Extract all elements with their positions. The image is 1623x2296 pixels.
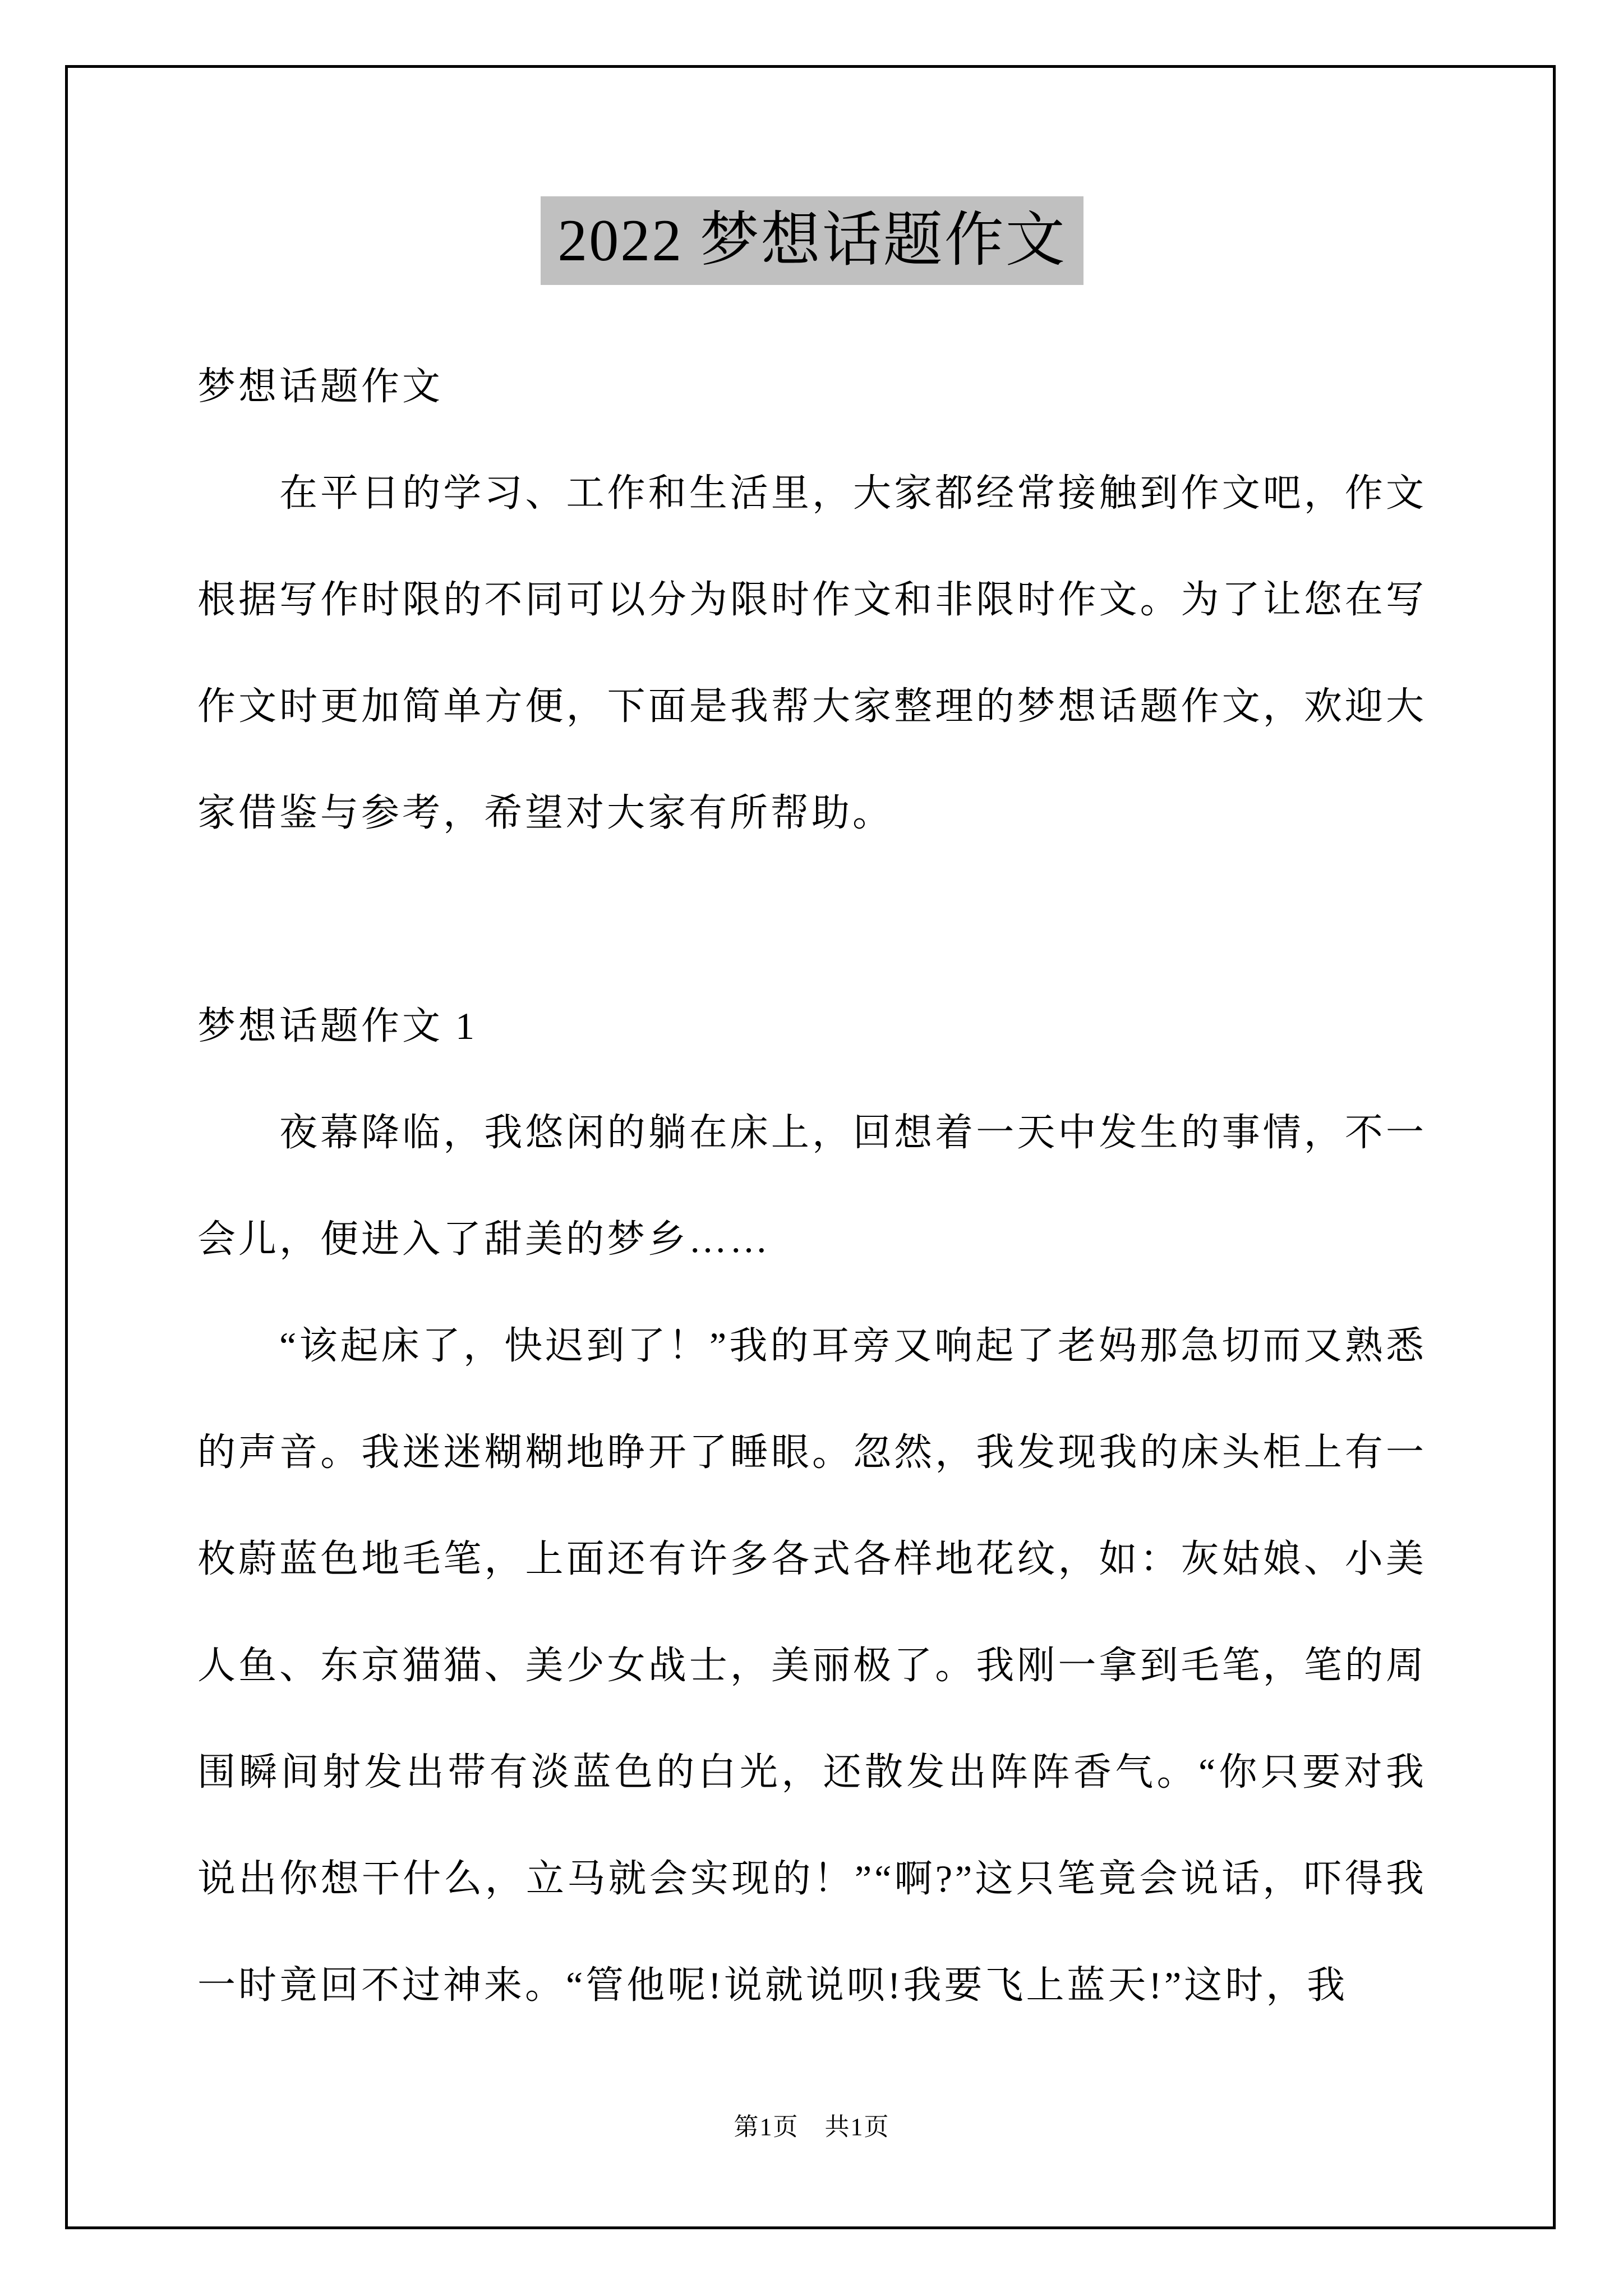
- intro-label-paragraph: 梦想话题作文: [197, 365, 444, 408]
- title-row: [197, 196, 1427, 285]
- document-title: 2022 梦想话题作文: [541, 196, 1083, 285]
- blank-line: [197, 866, 1427, 973]
- page-footer: 第1页 共1页: [734, 2113, 890, 2141]
- essay-paragraph: 夜幕降临，我悠闲的躺在床上，回想着一天中发生的事情，不一会儿，便进入了甜美的梦乡……: [197, 1111, 1427, 1260]
- essay-section-heading: 梦想话题作文 1: [197, 1005, 478, 1047]
- document-body: [197, 333, 1427, 2039]
- essay-paragraph: “该起床了，快迟到了！”我的耳旁又响起了老妈那急切而又熟悉的声音。我迷迷糊糊地睁开了睡眼。忽然，我发现我的床头柜上有一枚蔚蓝色地毛笔，上面还有许多各式各样地花纹，如：灰姑娘、小美人鱼、东京猫猫、美少女战士，美丽极了。我刚一拿到毛笔，笔的周围瞬间射发出带有淡蓝色的白光，还散发出阵阵香气。“你只要对我说出你想干什么，立马就会实现的！”“啊?”这只笔竟会说话，吓得我一时竟回不过神来。“管他呢!说就说呗!我要飞上蓝天!”这时，我: [197, 1324, 1427, 2007]
- intro-paragraph: 在平日的学习、工作和生活里，大家都经常接触到作文吧，作文根据写作时限的不同可以分为限时作文和非限时作文。为了让您在写作文时更加简单方便，下面是我帮大家整理的梦想话题作文，欢迎大家借鉴与参考，希望对大家有所帮助。: [197, 472, 1427, 834]
